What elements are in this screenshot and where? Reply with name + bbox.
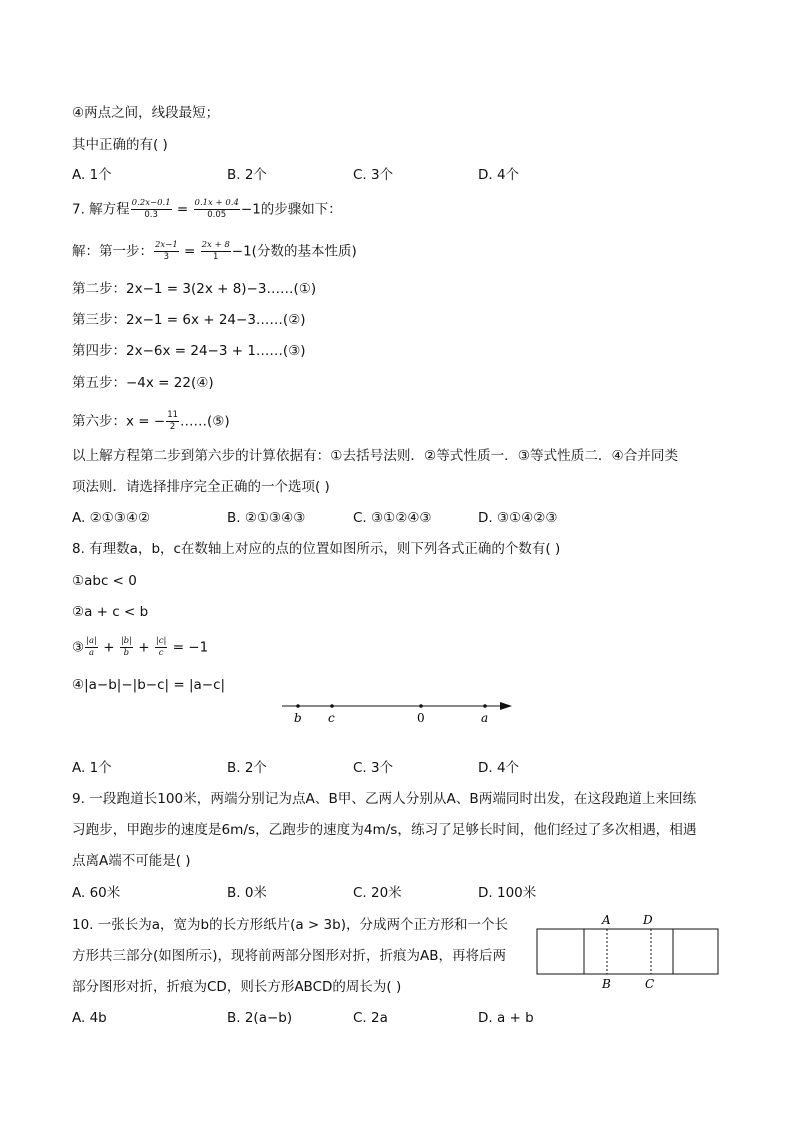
- q9-line2: 习跑步，甲跑步的速度是6m/s，乙跑步的速度为4m/s，练习了足够长时间，他们经过了多次相遇，相遇: [72, 822, 697, 838]
- q7-prefix: 7. 解方程: [72, 201, 130, 218]
- label-D: D: [643, 913, 653, 927]
- q10-option-d[interactable]: D. a + b: [478, 1010, 534, 1026]
- q7-step1-rhs-num: 2x + 8: [201, 240, 230, 250]
- q10-option-a[interactable]: A. 4b: [72, 1010, 107, 1026]
- q7-paragraph-line2: 项法则．请选择排序完全正确的一个选项( ): [72, 479, 330, 495]
- q7-option-b[interactable]: B. ②①③④③: [227, 510, 306, 526]
- q8-frac-a-den: a: [88, 648, 95, 658]
- q7-rhs-den: 0.05: [207, 210, 227, 220]
- q7-step1-lhs-num: 2x−1: [155, 240, 178, 250]
- q7-lhs-fraction: [131, 198, 172, 221]
- label-c: c: [328, 711, 335, 725]
- q8-frac-b: [120, 636, 133, 659]
- q7-step6-label: 第六步：x = −: [72, 413, 166, 430]
- q10-line1: 10. 一张长为a，宽为b的长方形纸片(a > 3b)，分成两个正方形和一个长: [72, 917, 508, 933]
- q8-frac-c-num: |c|: [155, 636, 167, 646]
- label-zero: 0: [417, 711, 425, 725]
- q7-option-a[interactable]: A. ②①③④②: [72, 510, 151, 526]
- q6-option-b[interactable]: B. 2个: [227, 167, 267, 183]
- q8-option-d[interactable]: D. 4个: [478, 760, 520, 776]
- q8-statement-1: ①abc < 0: [72, 573, 137, 589]
- q9-option-d[interactable]: D. 100米: [478, 885, 537, 901]
- q7-step1-rhs: [201, 240, 231, 263]
- q8-option-a[interactable]: A. 1个: [72, 760, 112, 776]
- q6-option-c[interactable]: C. 3个: [353, 167, 394, 183]
- q7-step1-rhs-den: 1: [213, 252, 219, 262]
- q8-frac-c: [155, 636, 168, 659]
- q7-paragraph-line1: 以上解方程第二步到第六步的计算依据有：①去括号法则．②等式性质一．③等式性质二．④合并同类: [72, 448, 679, 464]
- q10-option-c[interactable]: C. 2a: [353, 1010, 388, 1026]
- q7-step6-suffix: ……(⑤): [180, 413, 230, 430]
- q7-stem: 7. 解方程 $\frac{0.2x-0.1}{0.3}$ = $\frac{0.1x + 0.4}{0.05}$ −1的步骤如下：: [72, 198, 342, 220]
- q9-option-a[interactable]: A. 60米: [72, 885, 121, 901]
- q8-statement-3: ③ $\frac{|a|}{a}$ + $\frac{|b|}{b}$ + $\frac{|c|}{c}$ = −1: [72, 636, 209, 658]
- q9-line3: 点离A端不可能是( ): [72, 853, 191, 869]
- q8-option-b[interactable]: B. 2个: [227, 760, 267, 776]
- label-A: A: [602, 913, 611, 927]
- point-a: [483, 704, 487, 708]
- point-origin: [419, 704, 423, 708]
- point-b: [296, 704, 300, 708]
- q7-step2: 第二步：2x−1 = 3(2x + 8)−3……(①): [72, 281, 317, 297]
- q7-step1-suffix: −1(分数的基本性质): [231, 243, 357, 260]
- q7-rhs-num: 0.1x + 0.4: [194, 198, 239, 208]
- label-B: B: [602, 977, 611, 991]
- q10-option-b[interactable]: B. 2(a−b): [227, 1010, 293, 1026]
- q7-step6-den: 2: [169, 422, 176, 432]
- label-b: b: [294, 711, 302, 725]
- q7-step6-num: 11: [167, 410, 179, 420]
- paper-rectangle: [537, 929, 718, 974]
- q7-step3: 第三步：2x−1 = 6x + 24−3……(②): [72, 312, 306, 328]
- q8-statement-2: ②a + c < b: [72, 604, 149, 620]
- q9-option-b[interactable]: B. 0米: [227, 885, 267, 901]
- q8-item3-suffix: = −1: [172, 639, 209, 656]
- q7-lhs-num: 0.2x−0.1: [131, 198, 171, 208]
- q6-prompt: 其中正确的有( ): [72, 137, 168, 153]
- q7-option-d[interactable]: D. ③①④②③: [478, 510, 558, 526]
- q6-option-a[interactable]: A. 1个: [72, 167, 112, 183]
- paper-fold-figure: [530, 908, 726, 994]
- q6-option-d[interactable]: D. 4个: [478, 167, 520, 183]
- q7-step1-lhs: [154, 240, 179, 263]
- q7-step1-label: 解：第一步：: [72, 243, 153, 260]
- q7-lhs-den: 0.3: [144, 210, 158, 220]
- q8-statement-4: ④|a−b|−|b−c| = |a−c|: [72, 677, 226, 693]
- q7-eq-suffix: −1的步骤如下：: [240, 201, 342, 218]
- q8-stem: 8. 有理数a，b，c在数轴上对应的点的位置如图所示，则下列各式正确的个数有( ): [72, 541, 561, 557]
- number-line-arrow: [500, 702, 512, 710]
- label-C: C: [645, 977, 655, 991]
- q8-item3-prefix: ③: [72, 639, 85, 656]
- q7-option-c[interactable]: C. ③①②④③: [353, 510, 432, 526]
- q8-frac-c-den: c: [158, 648, 164, 658]
- q8-frac-a: [85, 636, 98, 659]
- q9-line1: 9. 一段跑道长100米，两端分别记为点A、B甲、乙两人分别从A、B两端同时出发，在这段跑道上来回练: [72, 791, 697, 807]
- q8-option-c[interactable]: C. 3个: [353, 760, 394, 776]
- q7-step1-lhs-den: 3: [163, 252, 170, 262]
- q10-line2: 方形共三部分(如图所示)，现将前两部分图形对折，折痕为AB，再将后两: [72, 948, 507, 964]
- label-a: a: [481, 711, 489, 725]
- q7-step6-fraction: [166, 410, 179, 433]
- q8-frac-a-num: |a|: [86, 636, 97, 646]
- q7-step4: 第四步：2x−6x = 24−3 + 1……(③): [72, 343, 306, 359]
- q7-step5: 第五步：−4x = 22(④): [72, 375, 214, 391]
- q8-frac-b-num: |b|: [120, 636, 132, 646]
- q7-step1: 解：第一步： $\frac{2x-1}{3}$ = $\frac{2x + 8}{1}$ −1(分数的基本性质): [72, 240, 357, 262]
- q7-rhs-fraction: [194, 198, 240, 221]
- q7-step6: [72, 410, 230, 433]
- q6-statement-4: ④两点之间，线段最短；: [72, 105, 220, 121]
- number-line: [270, 694, 520, 728]
- q10-line3: 部分图形对折，折痕为CD，则长方形ABCD的周长为( ): [72, 979, 402, 995]
- q8-frac-b-den: b: [123, 648, 130, 658]
- point-c: [330, 704, 334, 708]
- q9-option-c[interactable]: C. 20米: [353, 885, 402, 901]
